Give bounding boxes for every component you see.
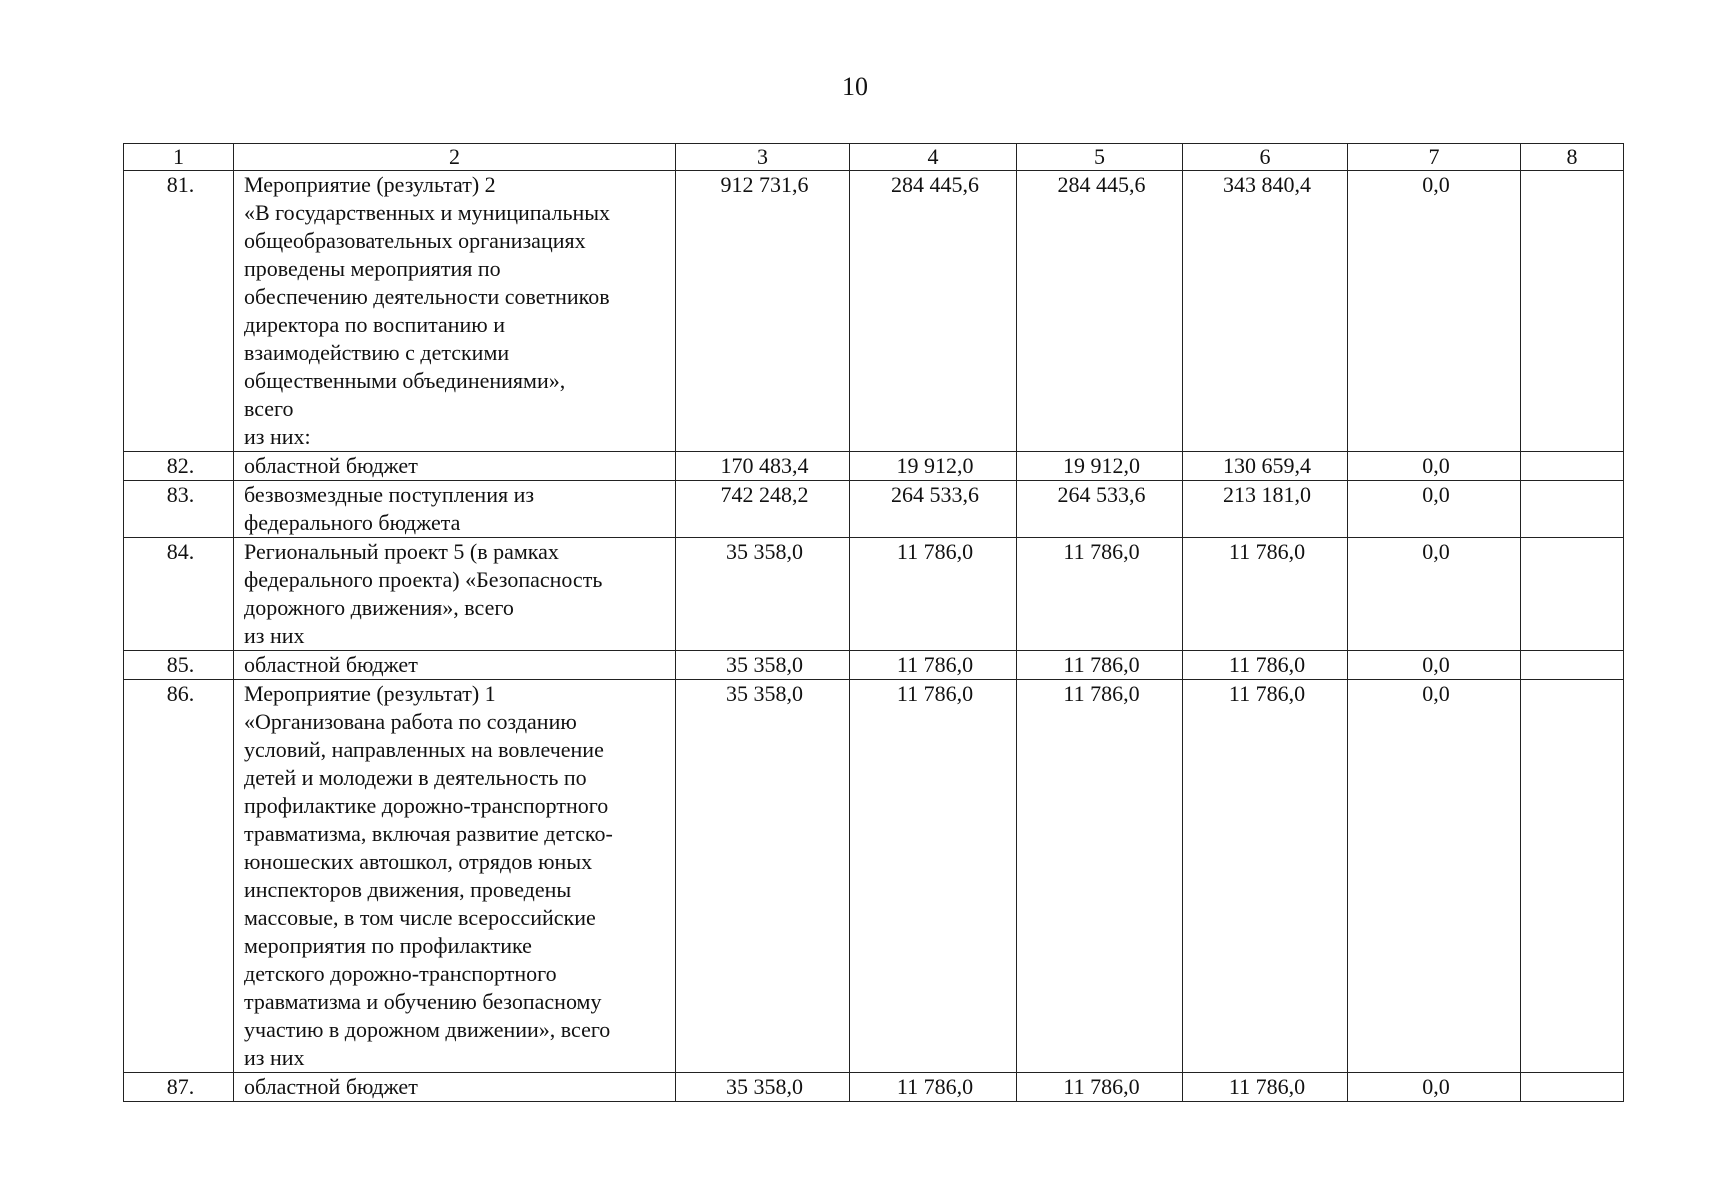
row-description [234, 1073, 676, 1102]
description-line: областной бюджет [244, 453, 418, 478]
row-description [234, 651, 676, 680]
value-cell-col-5: 264 533,6 [1017, 481, 1183, 538]
description-line: из них: [244, 424, 311, 449]
value-cell-col-3: 35 358,0 [676, 680, 850, 1073]
description-line: безвозмездные поступления из [244, 482, 535, 507]
description-line: массовые, в том числе всероссийские [244, 905, 596, 930]
description-line: из них [244, 1045, 305, 1070]
value-cell-col-8 [1521, 481, 1624, 538]
description-line: проведены мероприятия по [244, 256, 501, 281]
column-header: 3 [676, 144, 850, 171]
row-description [234, 452, 676, 481]
value-cell-col-6: 11 786,0 [1183, 680, 1348, 1073]
description-line: областной бюджет [244, 1074, 418, 1099]
description-line: Мероприятие (результат) 1 [244, 681, 496, 706]
row-number: 81. [124, 171, 234, 452]
description-line: Мероприятие (результат) 2 [244, 172, 496, 197]
value-cell-col-8 [1521, 538, 1624, 651]
value-cell-col-8 [1521, 680, 1624, 1073]
description-line: условий, направленных на вовлечение [244, 737, 604, 762]
table-row [124, 481, 1624, 538]
table-row [124, 651, 1624, 680]
value-cell-col-6: 130 659,4 [1183, 452, 1348, 481]
value-cell-col-6: 11 786,0 [1183, 538, 1348, 651]
column-header: 5 [1017, 144, 1183, 171]
value-cell-col-5: 11 786,0 [1017, 680, 1183, 1073]
row-description [234, 481, 676, 538]
description-line: общеобразовательных организациях [244, 228, 586, 253]
row-number: 83. [124, 481, 234, 538]
description-line: инспекторов движения, проведены [244, 877, 572, 902]
value-cell-col-5: 11 786,0 [1017, 538, 1183, 651]
description-line: детей и молодежи в деятельность по [244, 765, 587, 790]
value-cell-col-5: 11 786,0 [1017, 1073, 1183, 1102]
value-cell-col-6: 11 786,0 [1183, 651, 1348, 680]
row-description [234, 171, 676, 452]
value-cell-col-5: 284 445,6 [1017, 171, 1183, 452]
value-cell-col-4: 19 912,0 [850, 452, 1017, 481]
value-cell-col-5: 19 912,0 [1017, 452, 1183, 481]
description-line: взаимодействию с детскими [244, 340, 510, 365]
column-header: 7 [1348, 144, 1521, 171]
page-number: 10 [842, 72, 868, 101]
value-cell-col-8 [1521, 171, 1624, 452]
value-cell-col-4: 264 533,6 [850, 481, 1017, 538]
value-cell-col-7: 0,0 [1348, 651, 1521, 680]
value-cell-col-4: 284 445,6 [850, 171, 1017, 452]
value-cell-col-6: 343 840,4 [1183, 171, 1348, 452]
value-cell-col-3: 35 358,0 [676, 1073, 850, 1102]
column-header: 8 [1521, 144, 1624, 171]
value-cell-col-8 [1521, 651, 1624, 680]
table-row [124, 452, 1624, 481]
column-header: 2 [234, 144, 676, 171]
column-header: 1 [124, 144, 234, 171]
value-cell-col-4: 11 786,0 [850, 651, 1017, 680]
description-line: обеспечению деятельности советников [244, 284, 610, 309]
table-row [124, 1073, 1624, 1102]
description-line: областной бюджет [244, 652, 418, 677]
column-header: 6 [1183, 144, 1348, 171]
column-header: 4 [850, 144, 1017, 171]
value-cell-col-7: 0,0 [1348, 171, 1521, 452]
description-line: травматизма, включая развитие детско- [244, 821, 613, 846]
row-number: 84. [124, 538, 234, 651]
value-cell-col-3: 742 248,2 [676, 481, 850, 538]
value-cell-col-5: 11 786,0 [1017, 651, 1183, 680]
value-cell-col-6: 11 786,0 [1183, 1073, 1348, 1102]
table-row [124, 538, 1624, 651]
table-row [124, 171, 1624, 452]
value-cell-col-4: 11 786,0 [850, 680, 1017, 1073]
table-row [124, 680, 1624, 1073]
value-cell-col-3: 35 358,0 [676, 538, 850, 651]
description-line: дорожного движения», всего [244, 595, 514, 620]
description-line: участию в дорожном движении», всего [244, 1017, 611, 1042]
description-line: федерального бюджета [244, 510, 461, 535]
description-line: Региональный проект 5 (в рамках [244, 539, 559, 564]
description-line: всего [244, 396, 294, 421]
value-cell-col-7: 0,0 [1348, 680, 1521, 1073]
description-line: профилактике дорожно-транспортного [244, 793, 609, 818]
row-description [234, 680, 676, 1073]
value-cell-col-4: 11 786,0 [850, 1073, 1017, 1102]
row-number: 82. [124, 452, 234, 481]
description-line: общественными объединениями», [244, 368, 566, 393]
value-cell-col-3: 35 358,0 [676, 651, 850, 680]
row-description [234, 538, 676, 651]
description-line: мероприятия по профилактике [244, 933, 532, 958]
row-number: 85. [124, 651, 234, 680]
value-cell-col-7: 0,0 [1348, 481, 1521, 538]
row-number: 86. [124, 680, 234, 1073]
description-line: травматизма и обучению безопасному [244, 989, 602, 1014]
description-line: «В государственных и муниципальных [244, 200, 611, 225]
description-line: детского дорожно-транспортного [244, 961, 557, 986]
description-line: директора по воспитанию и [244, 312, 505, 337]
value-cell-col-7: 0,0 [1348, 1073, 1521, 1102]
table-body [124, 171, 1624, 1102]
column-number-header-row [124, 144, 1624, 171]
value-cell-col-3: 170 483,4 [676, 452, 850, 481]
value-cell-col-8 [1521, 1073, 1624, 1102]
budget-table [123, 143, 1624, 1102]
value-cell-col-7: 0,0 [1348, 452, 1521, 481]
description-line: юношеских автошкол, отрядов юных [244, 849, 593, 874]
row-number: 87. [124, 1073, 234, 1102]
value-cell-col-4: 11 786,0 [850, 538, 1017, 651]
value-cell-col-3: 912 731,6 [676, 171, 850, 452]
description-line: федерального проекта) «Безопасность [244, 567, 603, 592]
value-cell-col-8 [1521, 452, 1624, 481]
value-cell-col-6: 213 181,0 [1183, 481, 1348, 538]
description-line: из них [244, 623, 305, 648]
value-cell-col-7: 0,0 [1348, 538, 1521, 651]
description-line: «Организована работа по созданию [244, 709, 577, 734]
